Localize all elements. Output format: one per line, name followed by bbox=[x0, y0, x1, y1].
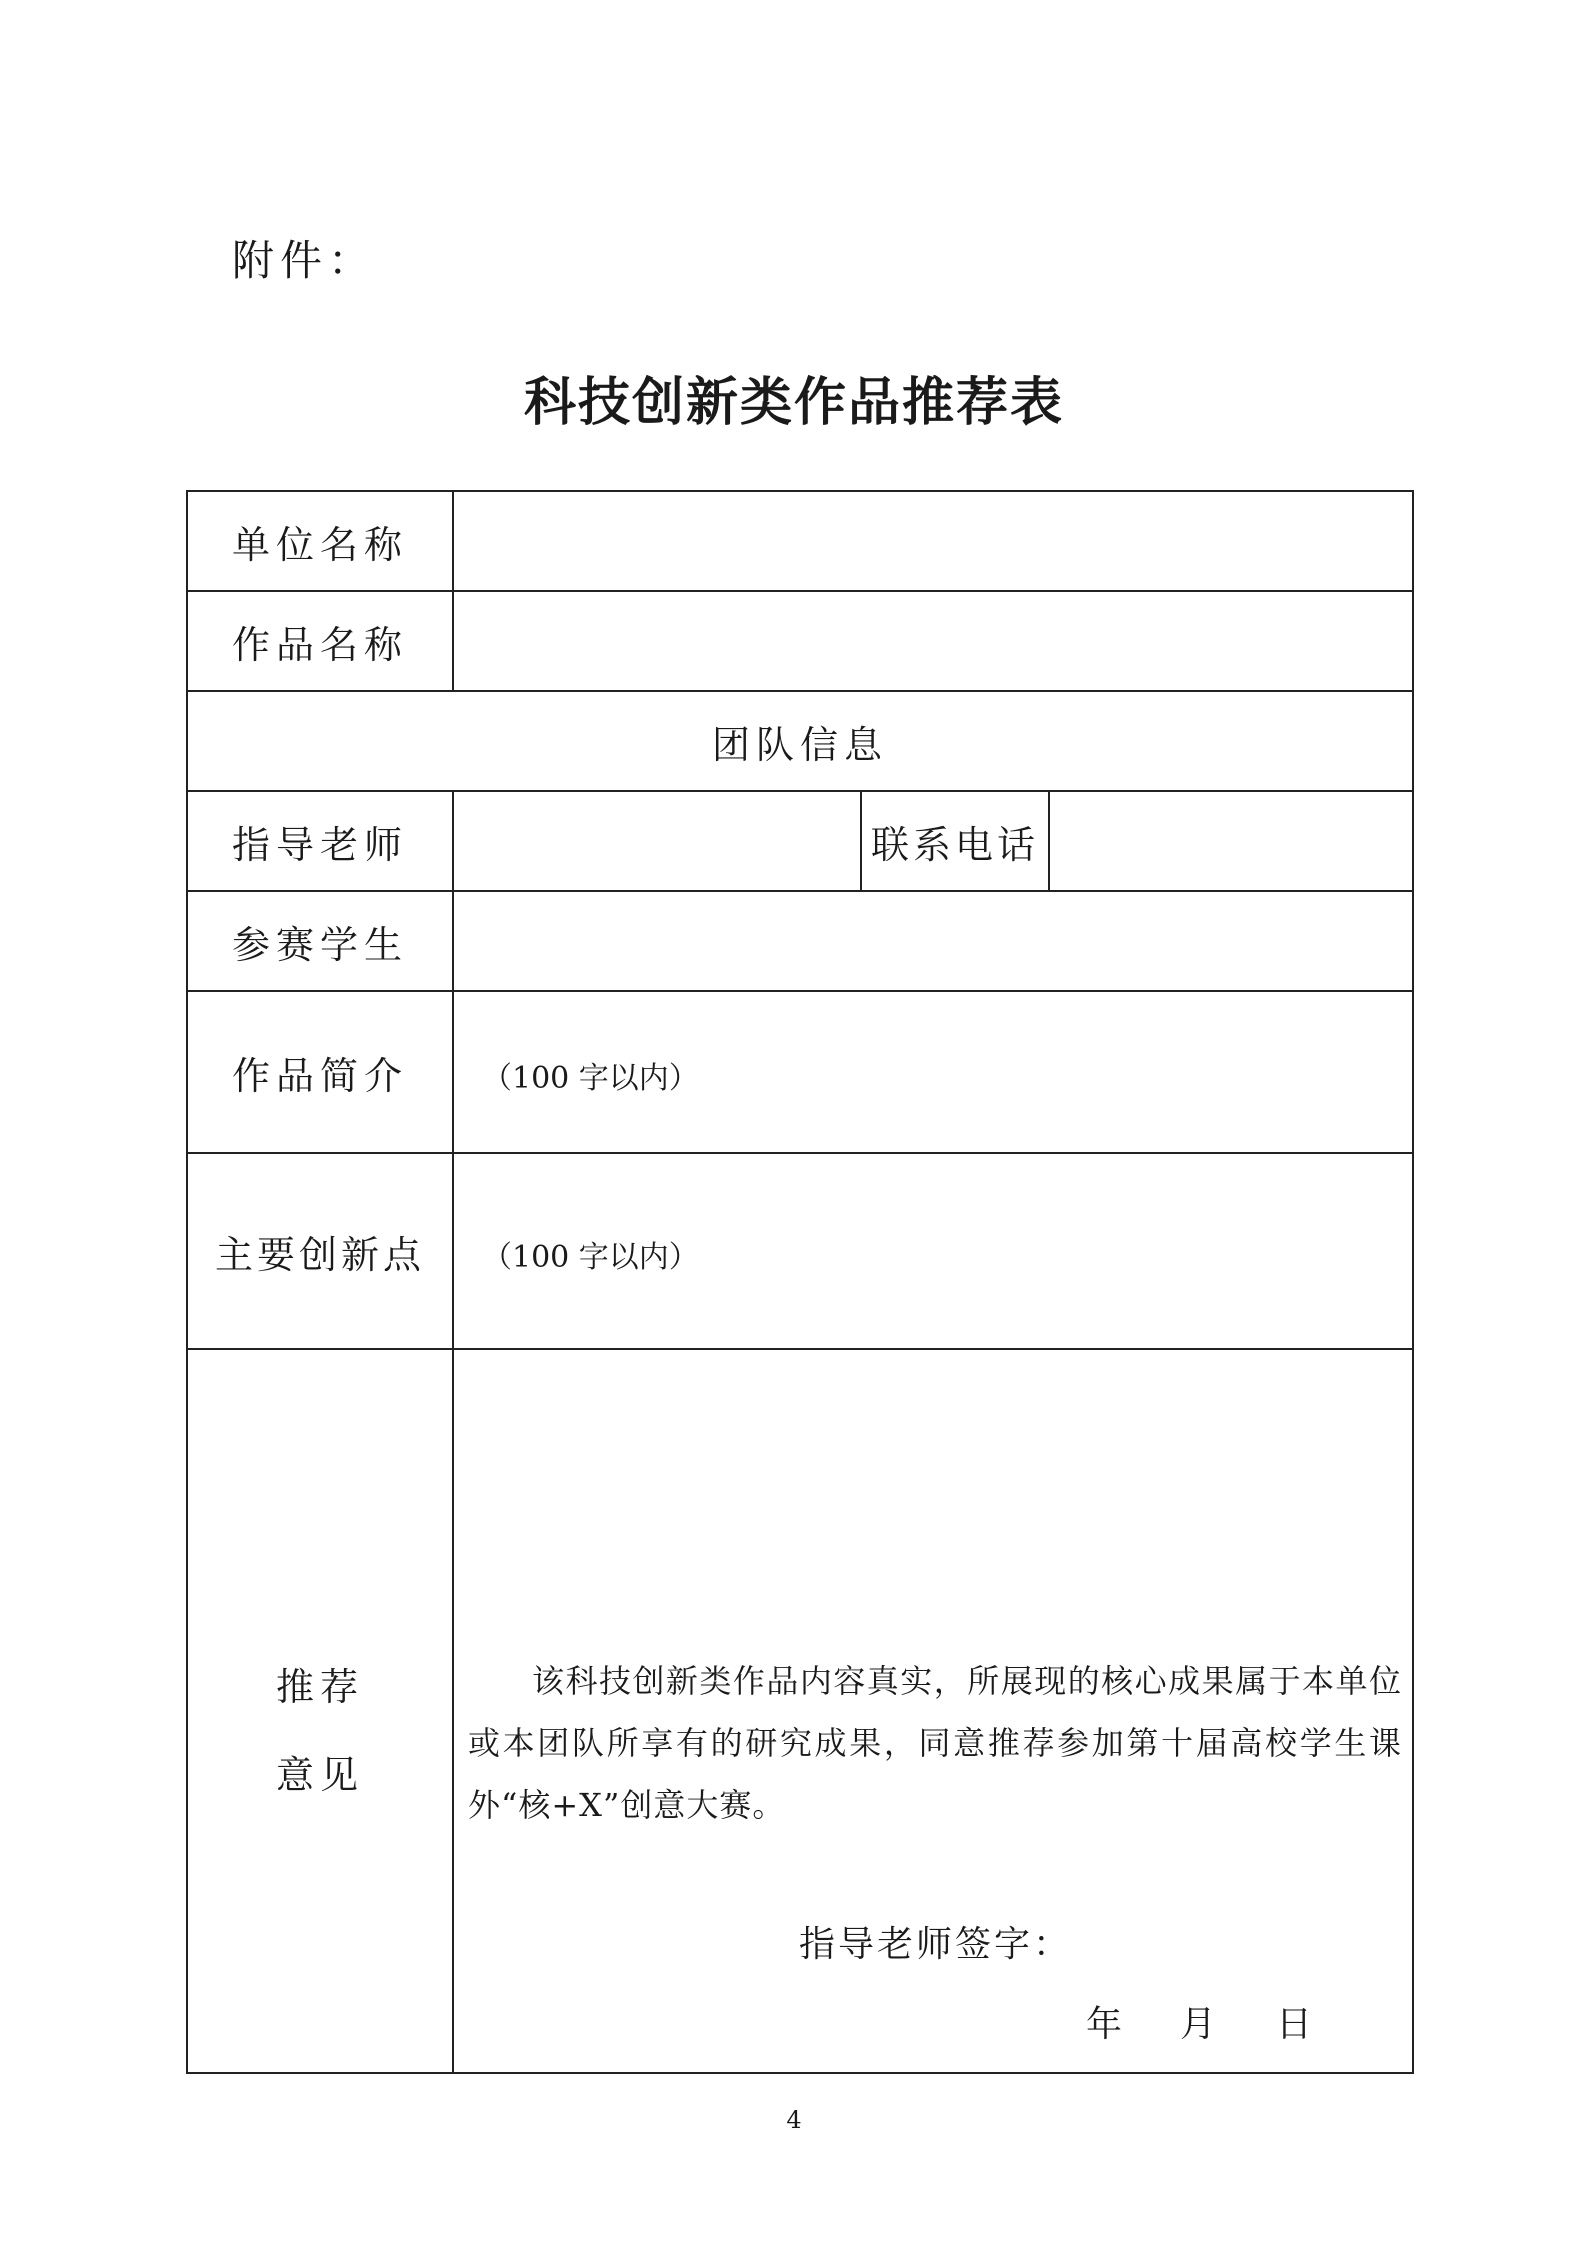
recommendation-text: 该科技创新类作品内容真实，所展现的核心成果属于本单位或本团队所享有的研究成果，同意推荐参加第十届高校学生课外“核+X”创意大赛。 bbox=[468, 1662, 1403, 1824]
recommendation-label-line2: 意见 bbox=[275, 1753, 364, 1797]
advisor-label: 指导老师 bbox=[187, 791, 453, 891]
students-label: 参赛学生 bbox=[187, 891, 453, 991]
date-month-label: 月 bbox=[1180, 2004, 1217, 2045]
date-year-label: 年 bbox=[1086, 2004, 1123, 2045]
phone-field[interactable] bbox=[1049, 791, 1413, 891]
innovation-hint: （100 字以内） bbox=[482, 1240, 699, 1275]
recommendation-form-table bbox=[186, 490, 1414, 2074]
intro-field[interactable] bbox=[453, 991, 1413, 1153]
attachment-label: 附件： bbox=[232, 236, 377, 285]
unit-name-field[interactable] bbox=[453, 491, 1413, 591]
page-number: 4 bbox=[786, 2106, 802, 2134]
advisor-field[interactable] bbox=[453, 791, 861, 891]
students-field[interactable] bbox=[453, 891, 1413, 991]
advisor-signature-label: 指导老师签字： bbox=[799, 1924, 1073, 1965]
document-title: 科技创新类作品推荐表 bbox=[523, 373, 1064, 433]
recommendation-label-cell bbox=[187, 1349, 453, 2073]
intro-label: 作品简介 bbox=[187, 991, 453, 1153]
recommendation-opinion-field bbox=[453, 1349, 1413, 2073]
innovation-label: 主要创新点 bbox=[187, 1153, 453, 1349]
team-info-header: 团队信息 bbox=[187, 691, 1413, 791]
work-name-field[interactable] bbox=[453, 591, 1413, 691]
recommendation-label-line1: 推荐 bbox=[275, 1665, 364, 1709]
intro-hint: （100 字以内） bbox=[482, 1061, 699, 1096]
date-day-label: 日 bbox=[1276, 2004, 1313, 2045]
work-name-label: 作品名称 bbox=[187, 591, 453, 691]
phone-label: 联系电话 bbox=[861, 791, 1049, 891]
unit-name-label: 单位名称 bbox=[187, 491, 453, 591]
innovation-field[interactable] bbox=[453, 1153, 1413, 1349]
